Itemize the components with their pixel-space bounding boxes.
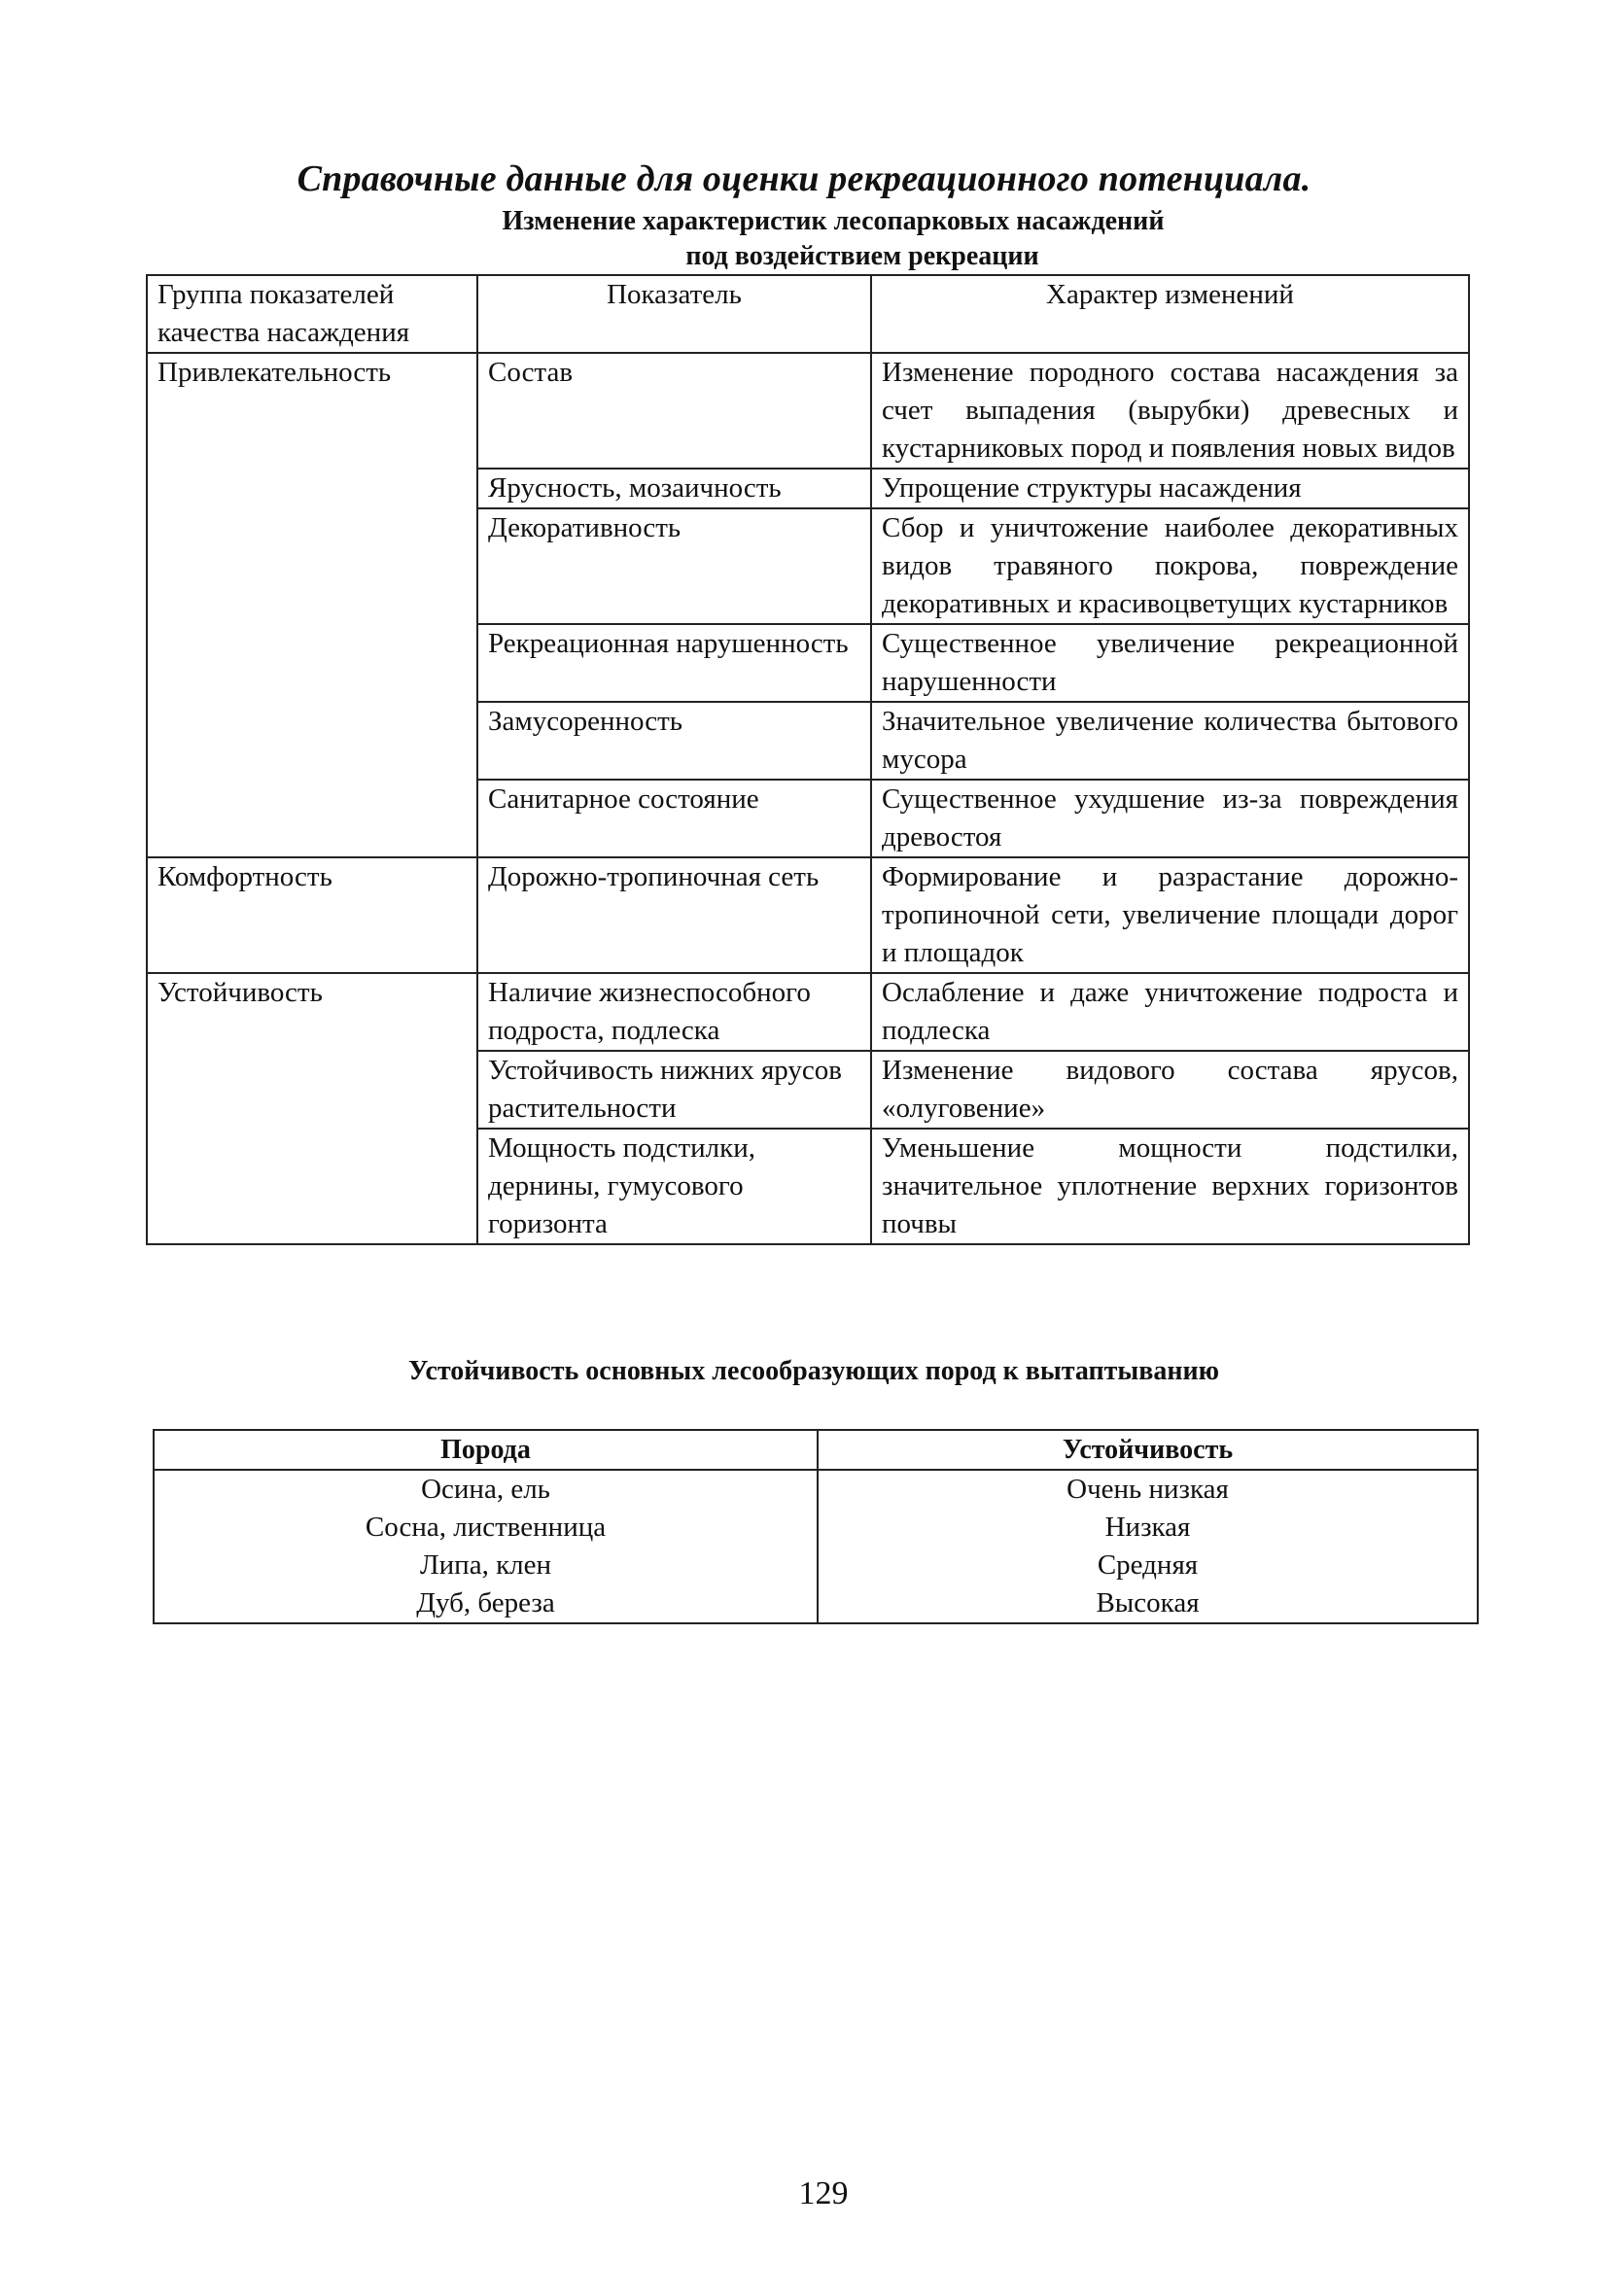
column-header-resistance: Устойчивость	[818, 1430, 1478, 1470]
table-row	[147, 780, 1469, 857]
change-cell: Существенное увеличение рекреационной нарушенности	[871, 624, 1469, 702]
indicator-cell: Санитарное состояние	[477, 780, 871, 857]
indicator-cell: Устойчивость нижних ярусов растительности	[477, 1051, 871, 1129]
table-header-row	[147, 275, 1469, 353]
table1-title-line2: под воздействием рекреации	[685, 241, 1039, 271]
change-cell: Упрощение структуры насаждения	[871, 469, 1469, 508]
change-cell: Изменение видового состава ярусов, «олуговение»	[871, 1051, 1469, 1129]
indicator-cell: Рекреационная нарушенность	[477, 624, 871, 702]
group-name: Устойчивость	[147, 973, 477, 1051]
indicator-cell: Ярусность, мозаичность	[477, 469, 871, 508]
column-header-species: Порода	[154, 1430, 818, 1470]
group-name: Привлекательность	[147, 353, 477, 469]
indicator-cell: Состав	[477, 353, 871, 469]
table-row	[147, 857, 1469, 973]
table2-title: Устойчивость основных лесообразующих пород к вытаптыванию	[407, 1356, 1220, 1386]
table-row	[147, 1051, 1469, 1129]
page-title: Справочные данные для оценки рекреационного потенциала.	[297, 158, 1311, 199]
change-cell: Значительное увеличение количества бытового мусора	[871, 702, 1469, 780]
column-header-change: Характер изменений	[871, 275, 1469, 353]
changes-table	[146, 274, 1470, 1245]
page-number: 129	[798, 2175, 849, 2211]
change-cell: Сбор и уничтожение наиболее декоративных видов травяного покрова, повреждение декоративных и красивоцветущих кустарников	[871, 508, 1469, 624]
resistance-cell: Низкая	[818, 1509, 1478, 1547]
table-row	[154, 1509, 1478, 1547]
table-row	[147, 624, 1469, 702]
trampling-resistance-table	[153, 1429, 1479, 1624]
table-row	[147, 508, 1469, 624]
indicator-cell: Замусоренность	[477, 702, 871, 780]
resistance-cell: Высокая	[818, 1584, 1478, 1623]
table-header-row	[154, 1430, 1478, 1470]
indicator-cell: Декоративность	[477, 508, 871, 624]
species-cell: Липа, клен	[154, 1547, 818, 1584]
table-row	[154, 1584, 1478, 1623]
group-cell-empty	[147, 1051, 477, 1129]
resistance-cell: Очень низкая	[818, 1470, 1478, 1509]
resistance-cell: Средняя	[818, 1547, 1478, 1584]
change-cell: Уменьшение мощности подстилки, значительное уплотнение верхних горизонтов почвы	[871, 1129, 1469, 1244]
column-header-indicator: Показатель	[477, 275, 871, 353]
table-row	[147, 1129, 1469, 1244]
species-cell: Сосна, лиственница	[154, 1509, 818, 1547]
species-cell: Дуб, береза	[154, 1584, 818, 1623]
group-cell-empty	[147, 702, 477, 780]
table-row	[147, 469, 1469, 508]
column-header-group: Группа показателей качества насаждения	[147, 275, 477, 353]
change-cell: Формирование и разрастание дорожно-тропиночной сети, увеличение площади дорог и площадок	[871, 857, 1469, 973]
table1-title-line1: Изменение характеристик лесопарковых насаждений	[502, 206, 1165, 236]
table-row	[147, 702, 1469, 780]
group-cell-empty	[147, 780, 477, 857]
group-cell-empty	[147, 469, 477, 508]
group-cell-empty	[147, 624, 477, 702]
table-row	[154, 1547, 1478, 1584]
table-row	[147, 973, 1469, 1051]
table-row	[154, 1470, 1478, 1509]
change-cell: Ослабление и даже уничтожение подроста и подлеска	[871, 973, 1469, 1051]
indicator-cell: Дорожно-тропиночная сеть	[477, 857, 871, 973]
change-cell: Изменение породного состава насаждения за счет выпадения (вырубки) древесных и кустарниковых пород и появления новых видов	[871, 353, 1469, 469]
species-cell: Осина, ель	[154, 1470, 818, 1509]
indicator-cell: Наличие жизнеспособного подроста, подлеска	[477, 973, 871, 1051]
change-cell: Существенное ухудшение из-за повреждения древостоя	[871, 780, 1469, 857]
table-row	[147, 353, 1469, 469]
group-name: Комфортность	[147, 857, 477, 973]
group-cell-empty	[147, 508, 477, 624]
indicator-cell: Мощность подстилки, дернины, гумусового горизонта	[477, 1129, 871, 1244]
group-cell-empty	[147, 1129, 477, 1244]
